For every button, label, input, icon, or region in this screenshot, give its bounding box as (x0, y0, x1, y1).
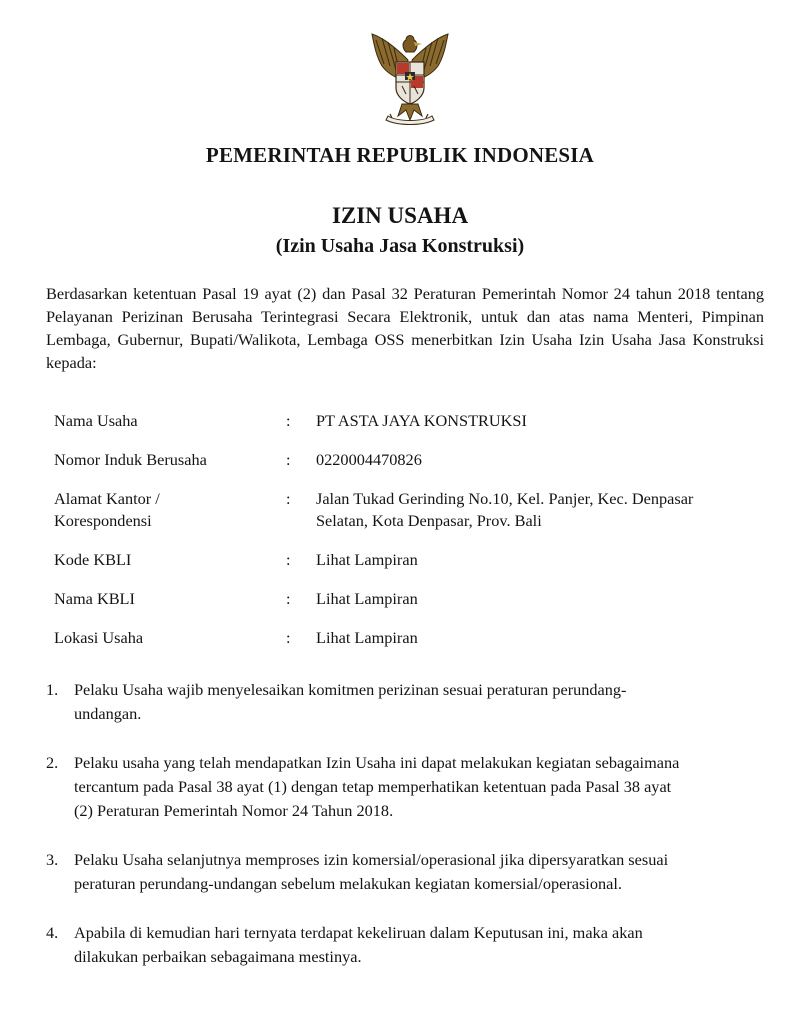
list-item-number: 1. (46, 680, 59, 699)
detail-value: PT ASTA JAYA KONSTRUKSI (316, 411, 527, 430)
detail-colon: : (286, 589, 291, 608)
detail-colon: : (286, 411, 291, 430)
detail-value: 0220004470826 (316, 450, 422, 469)
list-item-text: Pelaku usaha yang telah mendapatkan Izin Usaha ini dapat melakukan kegiatan sebagaimana tercantum pada Pasal 38 ayat (1) dengan tetap memperhatikan ketentuan pada Pasal 38 ayat (2) Peraturan Pemerintah Nomor 24 Tahun 2018. (74, 753, 680, 820)
detail-row-kbli-name (54, 588, 774, 610)
garuda-pancasila-emblem-icon (362, 30, 458, 128)
detail-row-business-id-number (54, 449, 774, 471)
detail-row-business-location (54, 627, 774, 649)
detail-value: Lihat Lampiran (316, 628, 418, 647)
intro-paragraph: Berdasarkan ketentuan Pasal 19 ayat (2) dan Pasal 32 Peraturan Pemerintah Nomor 24 tahun 2018 tentang Pelayanan Perizinan Berusaha Terintegrasi Secara Elektronik, untuk dan atas nama Menteri, Pimpinan Lembaga, Gubernur, Bupati/Walikota, Lembaga OSS menerbitkan Izin Usaha Izin Usaha Jasa Konstruksi kepada: (46, 284, 764, 372)
list-item (46, 678, 768, 726)
list-item-number: 4. (46, 923, 59, 942)
list-item-text: Pelaku Usaha wajib menyelesaikan komitmen perizinan sesuai peraturan perundang- undangan. (74, 680, 627, 723)
detail-colon: : (286, 489, 291, 508)
government-title: PEMERINTAH REPUBLIK INDONESIA (205, 143, 595, 167)
detail-row-business-name (54, 410, 774, 432)
detail-colon: : (286, 450, 291, 469)
list-item-text: Apabila di kemudian hari ternyata terdapat kekeliruan dalam Keputusan ini, maka akan dilakukan perbaikan sebagaimana mestinya. (74, 923, 643, 966)
detail-label: Kode KBLI (54, 550, 132, 569)
business-details (54, 410, 774, 666)
document-title: IZIN USAHA (331, 203, 469, 228)
detail-label: Nomor Induk Berusaha (54, 450, 207, 469)
detail-value: Jalan Tukad Gerinding No.10, Kel. Panjer, Kec. Denpasar Selatan, Kota Denpasar, Prov. Bali (316, 489, 694, 530)
list-item-text: Pelaku Usaha selanjutnya memproses izin komersial/operasional jika dipersyaratkan sesuai peraturan perundang-undangan sebelum melakukan kegiatan komersial/operasional. (74, 850, 669, 893)
detail-label: Nama KBLI (54, 589, 135, 608)
list-item-number: 2. (46, 753, 59, 772)
detail-value: Lihat Lampiran (316, 550, 418, 569)
detail-row-kbli-code (54, 549, 774, 571)
provisions-list (46, 678, 768, 994)
detail-label: Lokasi Usaha (54, 628, 144, 647)
detail-label: Nama Usaha (54, 411, 138, 430)
detail-colon: : (286, 628, 291, 647)
detail-label: Alamat Kantor / Korespondensi (54, 489, 160, 530)
detail-colon: : (286, 550, 291, 569)
list-item-number: 3. (46, 850, 59, 869)
document-subtitle: (Izin Usaha Jasa Konstruksi) (275, 235, 525, 257)
list-item (46, 848, 768, 896)
list-item (46, 921, 768, 969)
detail-value: Lihat Lampiran (316, 589, 418, 608)
list-item (46, 751, 768, 823)
detail-row-office-address (54, 488, 774, 532)
